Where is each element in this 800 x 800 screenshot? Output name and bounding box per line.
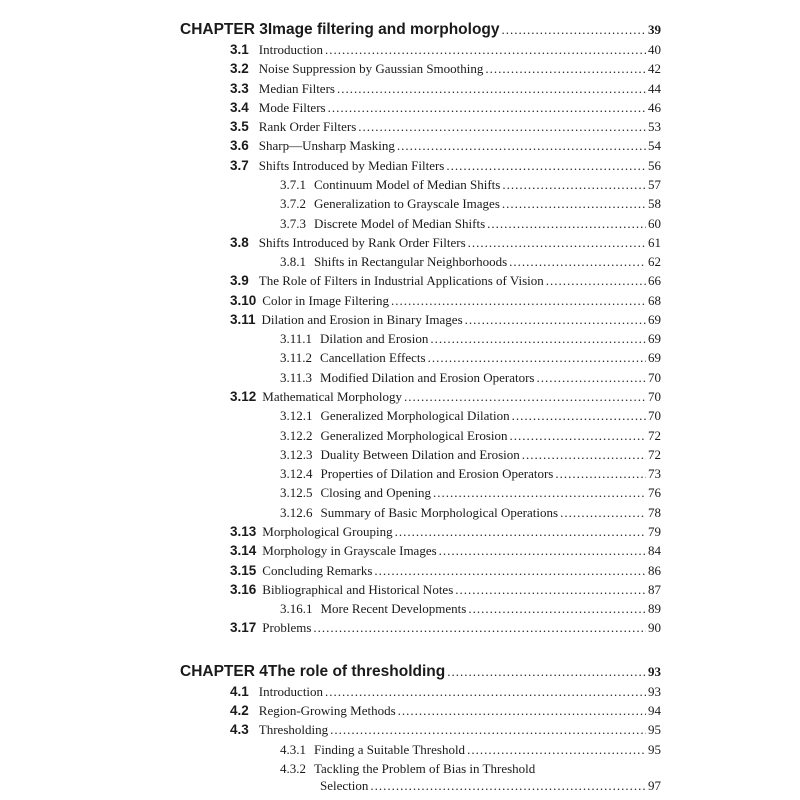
section-title: Problems <box>262 620 312 635</box>
subsection-number: 3.11.1 <box>280 331 313 346</box>
toc-entry[interactable] <box>230 138 661 154</box>
subsection-title: Tackling the Problem of Bias in Threshold <box>314 761 536 776</box>
dot-leader <box>455 582 646 598</box>
toc-subentry[interactable] <box>280 254 661 270</box>
subsection-number: 4.3.1 <box>280 742 306 757</box>
section-number: 3.7 <box>230 158 249 173</box>
dot-leader <box>512 408 646 424</box>
page-number: 90 <box>648 620 661 635</box>
toc-entry[interactable] <box>230 582 661 598</box>
section-number: 3.15 <box>230 563 257 578</box>
dot-leader <box>433 485 646 501</box>
section-title: Shifts Introduced by Rank Order Filters <box>258 235 466 250</box>
dot-leader <box>395 524 646 540</box>
subsection-number: 3.12.4 <box>280 466 313 481</box>
section-title: Introduction <box>258 42 324 57</box>
section-title: Rank Order Filters <box>258 119 357 134</box>
page-number: 86 <box>648 563 661 578</box>
dot-leader <box>330 722 646 738</box>
dot-leader <box>313 620 646 636</box>
page-number: 93 <box>648 664 661 679</box>
dot-leader <box>358 119 646 135</box>
dot-leader <box>487 216 646 232</box>
section-title: Noise Suppression by Gaussian Smoothing <box>258 61 484 76</box>
page-number: 97 <box>648 778 661 793</box>
page-number: 95 <box>648 742 661 757</box>
page-number: 87 <box>648 582 661 597</box>
toc-subentry[interactable] <box>280 485 661 501</box>
subsection-number: 3.16.1 <box>280 601 313 616</box>
toc-entry[interactable] <box>230 273 661 289</box>
subsection-title: Modified Dilation and Erosion Operators <box>320 370 535 385</box>
page-number: 69 <box>648 312 661 327</box>
toc-entry[interactable] <box>230 389 661 405</box>
dot-leader <box>430 331 646 347</box>
dot-leader <box>509 254 646 270</box>
page-number: 78 <box>648 505 661 520</box>
subsection-number: 3.12.1 <box>280 408 313 423</box>
section-number: 3.10 <box>230 293 257 308</box>
section-title: Introduction <box>258 684 324 699</box>
subsection-title: Shifts in Rectangular Neighborhoods <box>314 254 508 269</box>
dot-leader <box>404 389 646 405</box>
chapter-heading[interactable] <box>180 21 661 39</box>
subsection-number: 3.7.3 <box>280 216 306 231</box>
subsection-number: 3.12.3 <box>280 447 313 462</box>
section-number: 3.5 <box>230 119 249 134</box>
dot-leader <box>468 235 646 251</box>
section-title: Sharp—Unsharp Masking <box>258 138 395 153</box>
toc-subentry[interactable] <box>280 350 661 366</box>
toc-entry[interactable] <box>230 293 661 309</box>
toc-subentry[interactable] <box>280 742 661 758</box>
subsection-number: 3.7.1 <box>280 177 306 192</box>
toc-subentry[interactable] <box>280 447 661 463</box>
subsection-number: 3.7.2 <box>280 196 306 211</box>
page-number: 57 <box>648 177 661 192</box>
section-number: 3.6 <box>230 138 249 153</box>
page-number: 72 <box>648 447 661 462</box>
page-number: 79 <box>648 524 661 539</box>
toc-entry[interactable] <box>230 158 661 174</box>
toc-entry[interactable] <box>230 563 661 579</box>
subsection-number: 3.11.2 <box>280 350 313 365</box>
subsection-title: Properties of Dilation and Erosion Operators <box>320 466 554 481</box>
page-number: 56 <box>648 158 661 173</box>
section-number: 3.4 <box>230 100 249 115</box>
dot-leader <box>467 742 646 758</box>
toc-subentry[interactable] <box>280 505 661 521</box>
toc-entry[interactable] <box>230 61 661 77</box>
section-number: 3.9 <box>230 273 249 288</box>
dot-leader <box>537 370 647 386</box>
page-number: 40 <box>648 42 661 57</box>
page-number: 69 <box>648 331 661 346</box>
dot-leader <box>510 428 647 444</box>
dot-leader <box>502 177 646 193</box>
toc-subentry[interactable] <box>280 196 661 212</box>
section-number: 3.12 <box>230 389 257 404</box>
dot-leader <box>502 196 646 212</box>
page-number: 69 <box>648 350 661 365</box>
section-title: Morphology in Grayscale Images <box>262 543 437 558</box>
page-number: 66 <box>648 273 661 288</box>
toc-entry[interactable] <box>230 703 661 719</box>
page-number: 94 <box>648 703 661 718</box>
section-title: The Role of Filters in Industrial Applications of Vision <box>258 273 544 288</box>
page-number: 70 <box>648 370 661 385</box>
page-number: 68 <box>648 293 661 308</box>
dot-leader <box>502 22 646 38</box>
toc-subentry[interactable] <box>280 428 661 444</box>
page-number: 54 <box>648 138 661 153</box>
subsection-title: Discrete Model of Median Shifts <box>314 216 486 231</box>
dot-leader <box>485 61 646 77</box>
section-title: Dilation and Erosion in Binary Images <box>261 312 463 327</box>
toc-entry[interactable] <box>230 312 661 328</box>
page-number: 39 <box>648 22 661 37</box>
page-number: 58 <box>648 196 661 211</box>
toc-entry[interactable] <box>230 722 661 738</box>
subsection-title: Summary of Basic Morphological Operations <box>320 505 559 520</box>
toc-subentry[interactable] <box>280 370 661 386</box>
subsection-number: 3.12.2 <box>280 428 313 443</box>
toc-entry[interactable] <box>230 684 661 700</box>
subsection-title: Closing and Opening <box>320 485 431 500</box>
dot-leader <box>391 293 646 309</box>
chapter-label: CHAPTER 3 <box>180 21 268 38</box>
dot-leader <box>374 563 646 579</box>
section-title: Bibliographical and Historical Notes <box>262 582 454 597</box>
subsection-title: Cancellation Effects <box>320 350 426 365</box>
toc-entry[interactable] <box>230 524 661 540</box>
dot-leader <box>428 350 646 366</box>
subsection-title: Generalization to Grayscale Images <box>314 196 500 211</box>
subsection-title: More Recent Developments <box>320 601 467 616</box>
page-number: 89 <box>648 601 661 616</box>
subsection-number: 3.11.3 <box>280 370 313 385</box>
section-title: Morphological Grouping <box>262 524 393 539</box>
dot-leader <box>328 100 646 116</box>
section-number: 3.16 <box>230 582 257 597</box>
page-number: 61 <box>648 235 661 250</box>
page-number: 95 <box>648 722 661 737</box>
page-number: 60 <box>648 216 661 231</box>
page-number: 93 <box>648 684 661 699</box>
page-number: 44 <box>648 81 661 96</box>
toc-subentry[interactable] <box>280 177 661 193</box>
subsection-number: 3.12.6 <box>280 505 313 520</box>
dot-leader <box>560 505 646 521</box>
subsection-title: Dilation and Erosion <box>320 331 429 346</box>
toc-entry[interactable] <box>230 42 661 58</box>
dot-leader <box>370 778 646 794</box>
subsection-title: Continuum Model of Median Shifts <box>314 177 501 192</box>
subsection-number: 3.8.1 <box>280 254 306 269</box>
subsection-title: Duality Between Dilation and Erosion <box>320 447 520 462</box>
section-title: Thresholding <box>258 722 329 737</box>
section-title: Mode Filters <box>258 100 326 115</box>
subsection-title: Generalized Morphological Erosion <box>320 428 508 443</box>
section-title: Mathematical Morphology <box>262 389 402 404</box>
toc-entry[interactable] <box>230 543 661 559</box>
section-title: Concluding Remarks <box>262 563 373 578</box>
section-title: Shifts Introduced by Median Filters <box>258 158 445 173</box>
page-number: 46 <box>648 100 661 115</box>
section-title: Color in Image Filtering <box>262 293 390 308</box>
subsection-number: 3.12.5 <box>280 485 313 500</box>
section-number: 4.1 <box>230 684 249 699</box>
dot-leader <box>325 684 646 700</box>
chapter-title: Image filtering and morphology <box>267 21 500 38</box>
toc-subentry[interactable] <box>280 601 661 617</box>
section-number: 4.2 <box>230 703 249 718</box>
page-number: 70 <box>648 389 661 404</box>
dot-leader <box>468 601 646 617</box>
section-number: 3.14 <box>230 543 257 558</box>
chapter-title: The role of thresholding <box>267 663 446 680</box>
toc-entry[interactable] <box>230 100 661 116</box>
dot-leader <box>398 703 646 719</box>
dot-leader <box>439 543 646 559</box>
section-number: 3.17 <box>230 620 257 635</box>
toc-entry[interactable] <box>230 81 661 97</box>
toc-subentry[interactable] <box>280 761 661 777</box>
page-number: 72 <box>648 428 661 443</box>
section-title: Region-Growing Methods <box>258 703 396 718</box>
section-number: 4.3 <box>230 722 249 737</box>
toc-subentry[interactable] <box>280 331 661 347</box>
chapter-label: CHAPTER 4 <box>180 663 268 680</box>
section-number: 3.2 <box>230 61 249 76</box>
page-number: 73 <box>648 466 661 481</box>
page-number: 70 <box>648 408 661 423</box>
dot-leader <box>447 664 646 680</box>
toc-subentry[interactable] <box>280 466 661 482</box>
toc-entry[interactable] <box>230 235 661 251</box>
subsection-title-continuation: Selection <box>320 778 369 793</box>
toc-entry[interactable] <box>230 620 661 636</box>
section-number: 3.8 <box>230 235 249 250</box>
dot-leader <box>522 447 646 463</box>
page-number: 62 <box>648 254 661 269</box>
dot-leader <box>397 138 646 154</box>
toc-entry[interactable] <box>230 119 661 135</box>
section-number: 3.11 <box>230 312 256 327</box>
subsection-title: Finding a Suitable Threshold <box>314 742 466 757</box>
section-number: 3.1 <box>230 42 249 57</box>
dot-leader <box>546 273 646 289</box>
subsection-title: Generalized Morphological Dilation <box>320 408 510 423</box>
section-number: 3.3 <box>230 81 249 96</box>
subsection-number: 4.3.2 <box>280 761 306 776</box>
page-number: 42 <box>648 61 661 76</box>
dot-leader <box>555 466 646 482</box>
dot-leader <box>325 42 646 58</box>
dot-leader <box>465 312 646 328</box>
page-number: 84 <box>648 543 661 558</box>
page-number: 76 <box>648 485 661 500</box>
dot-leader <box>337 81 646 97</box>
toc-subentry[interactable] <box>280 216 661 232</box>
dot-leader <box>446 158 646 174</box>
toc-subentry-continuation[interactable] <box>320 778 661 794</box>
section-number: 3.13 <box>230 524 257 539</box>
chapter-heading[interactable] <box>180 663 661 681</box>
toc-subentry[interactable] <box>280 408 661 424</box>
section-title: Median Filters <box>258 81 335 96</box>
page-number: 53 <box>648 119 661 134</box>
